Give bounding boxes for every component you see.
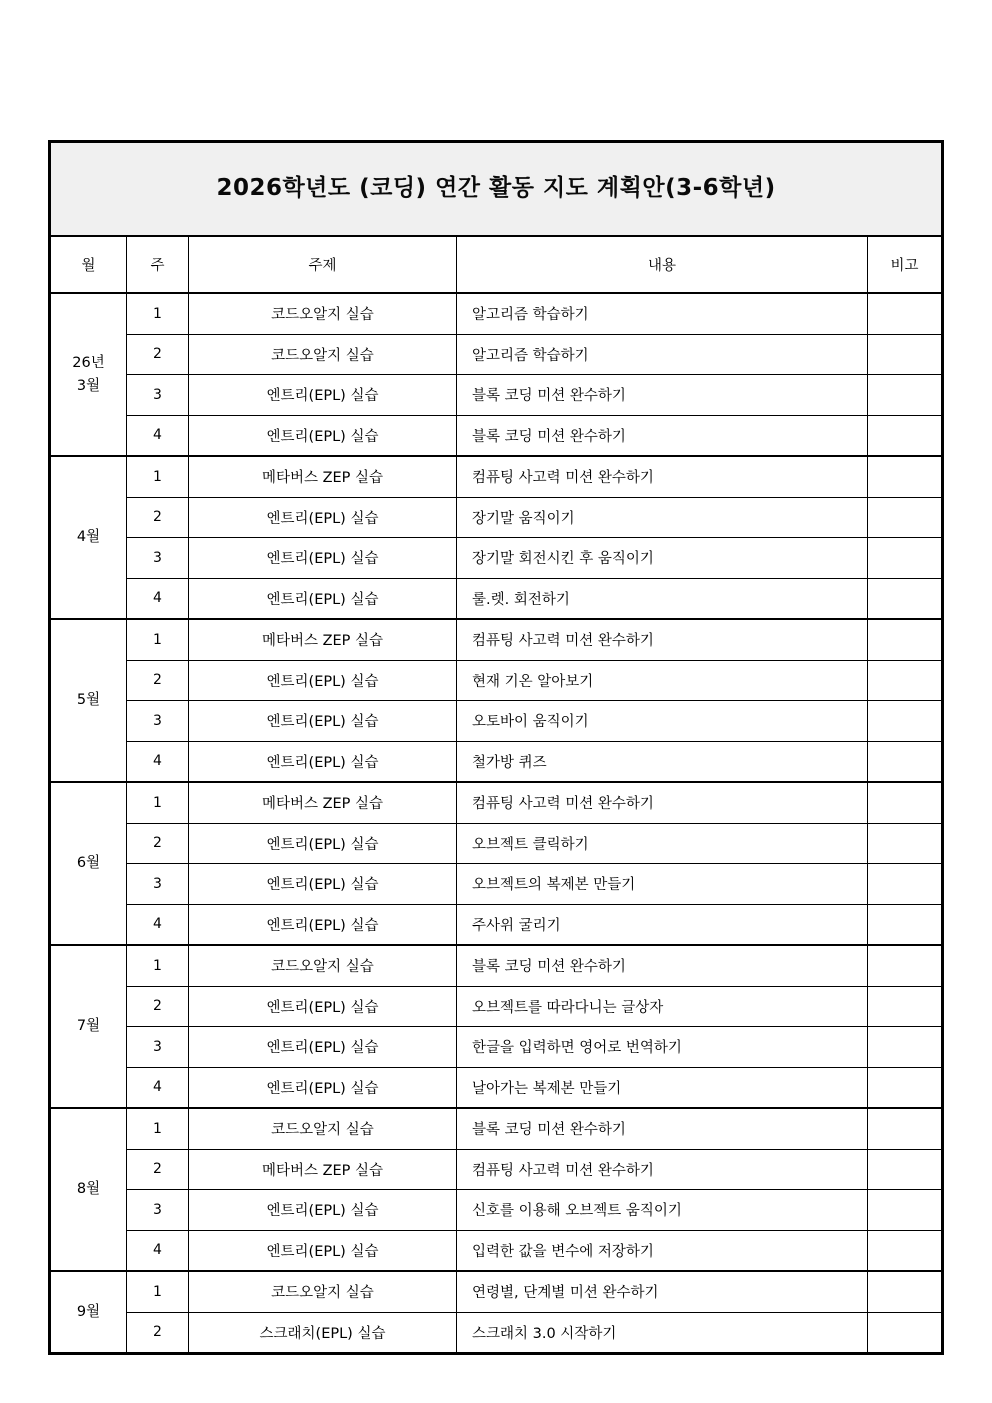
cell-topic: 스크래치(EPL) 실습 xyxy=(189,1312,457,1354)
cell-content: 컴퓨팅 사고력 미션 완수하기 xyxy=(457,619,868,660)
table-row xyxy=(50,1312,943,1354)
cell-content: 연령별, 단계별 미션 완수하기 xyxy=(457,1271,868,1312)
cell-topic: 엔트리(EPL) 실습 xyxy=(189,415,457,456)
cell-remark xyxy=(868,1067,943,1108)
cell-week: 2 xyxy=(127,334,189,375)
cell-week: 1 xyxy=(127,945,189,986)
cell-remark xyxy=(868,1027,943,1068)
cell-topic: 엔트리(EPL) 실습 xyxy=(189,904,457,945)
cell-month xyxy=(50,945,127,1108)
plan-page xyxy=(48,140,944,1355)
month-label-line: 6월 xyxy=(76,855,101,872)
cell-content: 장기말 회전시킨 후 움직이기 xyxy=(457,538,868,579)
cell-week: 3 xyxy=(127,1027,189,1068)
cell-topic: 엔트리(EPL) 실습 xyxy=(189,497,457,538)
cell-content: 신호를 이용해 오브젝트 움직이기 xyxy=(457,1190,868,1231)
cell-week: 3 xyxy=(127,375,189,416)
cell-content: 주사위 굴리기 xyxy=(457,904,868,945)
cell-remark xyxy=(868,823,943,864)
cell-remark xyxy=(868,1271,943,1312)
cell-content: 오토바이 움직이기 xyxy=(457,701,868,742)
cell-month xyxy=(50,293,127,456)
cell-topic: 엔트리(EPL) 실습 xyxy=(189,986,457,1027)
table-row xyxy=(50,904,943,945)
table-row xyxy=(50,782,943,823)
column-header-week: 주 xyxy=(127,236,189,293)
cell-week: 3 xyxy=(127,701,189,742)
cell-content: 블록 코딩 미션 완수하기 xyxy=(457,415,868,456)
cell-remark xyxy=(868,619,943,660)
cell-content: 스크래치 3.0 시작하기 xyxy=(457,1312,868,1354)
cell-remark xyxy=(868,782,943,823)
cell-topic: 엔트리(EPL) 실습 xyxy=(189,823,457,864)
cell-remark xyxy=(868,1149,943,1190)
table-row xyxy=(50,1108,943,1149)
cell-content: 컴퓨팅 사고력 미션 완수하기 xyxy=(457,782,868,823)
cell-topic: 메타버스 ZEP 실습 xyxy=(189,1149,457,1190)
cell-week: 4 xyxy=(127,1230,189,1271)
month-label-line: 26년 xyxy=(72,355,105,372)
month-label-line: 4월 xyxy=(76,529,101,546)
month-label-line: 5월 xyxy=(76,692,101,709)
cell-week: 1 xyxy=(127,1108,189,1149)
table-row xyxy=(50,741,943,782)
cell-remark xyxy=(868,701,943,742)
month-label-line: 3월 xyxy=(76,377,101,394)
table-row xyxy=(50,1230,943,1271)
table-row xyxy=(50,456,943,497)
cell-week: 2 xyxy=(127,986,189,1027)
cell-month xyxy=(50,1108,127,1271)
cell-content: 현재 기온 알아보기 xyxy=(457,660,868,701)
month-group xyxy=(50,945,943,1108)
cell-content: 입력한 값을 변수에 저장하기 xyxy=(457,1230,868,1271)
table-head xyxy=(50,142,943,294)
title-row xyxy=(50,142,943,237)
cell-content: 컴퓨팅 사고력 미션 완수하기 xyxy=(457,1149,868,1190)
cell-content: 컴퓨팅 사고력 미션 완수하기 xyxy=(457,456,868,497)
cell-remark xyxy=(868,456,943,497)
cell-week: 1 xyxy=(127,456,189,497)
cell-content: 오브젝트의 복제본 만들기 xyxy=(457,864,868,905)
month-label-line: 8월 xyxy=(76,1181,101,1198)
cell-remark xyxy=(868,1190,943,1231)
cell-remark xyxy=(868,986,943,1027)
cell-week: 1 xyxy=(127,293,189,334)
month-group xyxy=(50,782,943,945)
cell-week: 4 xyxy=(127,415,189,456)
cell-content: 오브젝트를 따라다니는 글상자 xyxy=(457,986,868,1027)
cell-topic: 코드오알지 실습 xyxy=(189,334,457,375)
column-header-content: 내용 xyxy=(457,236,868,293)
cell-week: 2 xyxy=(127,823,189,864)
cell-remark xyxy=(868,741,943,782)
cell-topic: 코드오알지 실습 xyxy=(189,1271,457,1312)
table-row xyxy=(50,497,943,538)
cell-week: 1 xyxy=(127,782,189,823)
cell-topic: 코드오알지 실습 xyxy=(189,293,457,334)
table-row xyxy=(50,293,943,334)
cell-topic: 코드오알지 실습 xyxy=(189,1108,457,1149)
table-row xyxy=(50,945,943,986)
table-row xyxy=(50,823,943,864)
cell-remark xyxy=(868,1312,943,1354)
cell-remark xyxy=(868,415,943,456)
cell-remark xyxy=(868,1108,943,1149)
cell-content: 룰.렛. 회전하기 xyxy=(457,578,868,619)
cell-remark xyxy=(868,375,943,416)
table-row xyxy=(50,1149,943,1190)
table-row xyxy=(50,1027,943,1068)
table-row xyxy=(50,334,943,375)
cell-week: 4 xyxy=(127,1067,189,1108)
cell-remark xyxy=(868,1230,943,1271)
table-row xyxy=(50,701,943,742)
cell-topic: 엔트리(EPL) 실습 xyxy=(189,1027,457,1068)
month-group xyxy=(50,1108,943,1271)
cell-content: 알고리즘 학습하기 xyxy=(457,334,868,375)
cell-topic: 엔트리(EPL) 실습 xyxy=(189,741,457,782)
cell-week: 3 xyxy=(127,1190,189,1231)
cell-week: 4 xyxy=(127,904,189,945)
column-header-remark: 비고 xyxy=(868,236,943,293)
cell-remark xyxy=(868,334,943,375)
table-row xyxy=(50,375,943,416)
cell-content: 한글을 입력하면 영어로 번역하기 xyxy=(457,1027,868,1068)
cell-week: 1 xyxy=(127,1271,189,1312)
cell-month xyxy=(50,619,127,782)
annual-plan-table xyxy=(48,140,944,1355)
document-title-cell xyxy=(50,142,943,237)
cell-week: 3 xyxy=(127,864,189,905)
cell-remark xyxy=(868,660,943,701)
table-row xyxy=(50,864,943,905)
cell-remark xyxy=(868,945,943,986)
cell-week: 3 xyxy=(127,538,189,579)
cell-topic: 코드오알지 실습 xyxy=(189,945,457,986)
cell-topic: 엔트리(EPL) 실습 xyxy=(189,538,457,579)
table-row xyxy=(50,578,943,619)
cell-topic: 엔트리(EPL) 실습 xyxy=(189,1230,457,1271)
cell-month xyxy=(50,456,127,619)
cell-remark xyxy=(868,538,943,579)
cell-remark xyxy=(868,293,943,334)
cell-topic: 엔트리(EPL) 실습 xyxy=(189,864,457,905)
month-label-line: 9월 xyxy=(76,1303,101,1320)
cell-topic: 메타버스 ZEP 실습 xyxy=(189,619,457,660)
cell-remark xyxy=(868,497,943,538)
table-row xyxy=(50,660,943,701)
cell-content: 블록 코딩 미션 완수하기 xyxy=(457,945,868,986)
table-row xyxy=(50,1190,943,1231)
month-group xyxy=(50,1271,943,1354)
cell-week: 4 xyxy=(127,741,189,782)
column-header-row xyxy=(50,236,943,293)
column-header-month: 월 xyxy=(50,236,127,293)
cell-topic: 엔트리(EPL) 실습 xyxy=(189,660,457,701)
cell-month xyxy=(50,782,127,945)
cell-month xyxy=(50,1271,127,1354)
cell-topic: 메타버스 ZEP 실습 xyxy=(189,782,457,823)
cell-remark xyxy=(868,578,943,619)
month-group xyxy=(50,293,943,456)
cell-topic: 엔트리(EPL) 실습 xyxy=(189,701,457,742)
cell-week: 1 xyxy=(127,619,189,660)
cell-content: 장기말 움직이기 xyxy=(457,497,868,538)
table-row xyxy=(50,1271,943,1312)
cell-week: 4 xyxy=(127,578,189,619)
cell-topic: 엔트리(EPL) 실습 xyxy=(189,578,457,619)
cell-content: 알고리즘 학습하기 xyxy=(457,293,868,334)
cell-week: 2 xyxy=(127,1149,189,1190)
cell-week: 2 xyxy=(127,497,189,538)
month-label-line: 7월 xyxy=(76,1018,101,1035)
table-row xyxy=(50,1067,943,1108)
month-group xyxy=(50,456,943,619)
cell-remark xyxy=(868,904,943,945)
cell-topic: 메타버스 ZEP 실습 xyxy=(189,456,457,497)
cell-week: 2 xyxy=(127,660,189,701)
cell-content: 오브젝트 클릭하기 xyxy=(457,823,868,864)
cell-week: 2 xyxy=(127,1312,189,1354)
table-row xyxy=(50,415,943,456)
cell-topic: 엔트리(EPL) 실습 xyxy=(189,1190,457,1231)
month-group xyxy=(50,619,943,782)
table-row xyxy=(50,538,943,579)
cell-content: 철가방 퀴즈 xyxy=(457,741,868,782)
table-row xyxy=(50,619,943,660)
cell-content: 블록 코딩 미션 완수하기 xyxy=(457,375,868,416)
cell-topic: 엔트리(EPL) 실습 xyxy=(189,1067,457,1108)
cell-content: 날아가는 복제본 만들기 xyxy=(457,1067,868,1108)
cell-content: 블록 코딩 미션 완수하기 xyxy=(457,1108,868,1149)
table-row xyxy=(50,986,943,1027)
column-header-topic: 주제 xyxy=(189,236,457,293)
cell-remark xyxy=(868,864,943,905)
page-title: 2026학년도 (코딩) 연간 활동 지도 계획안(3-6학년) xyxy=(216,175,776,202)
cell-topic: 엔트리(EPL) 실습 xyxy=(189,375,457,416)
